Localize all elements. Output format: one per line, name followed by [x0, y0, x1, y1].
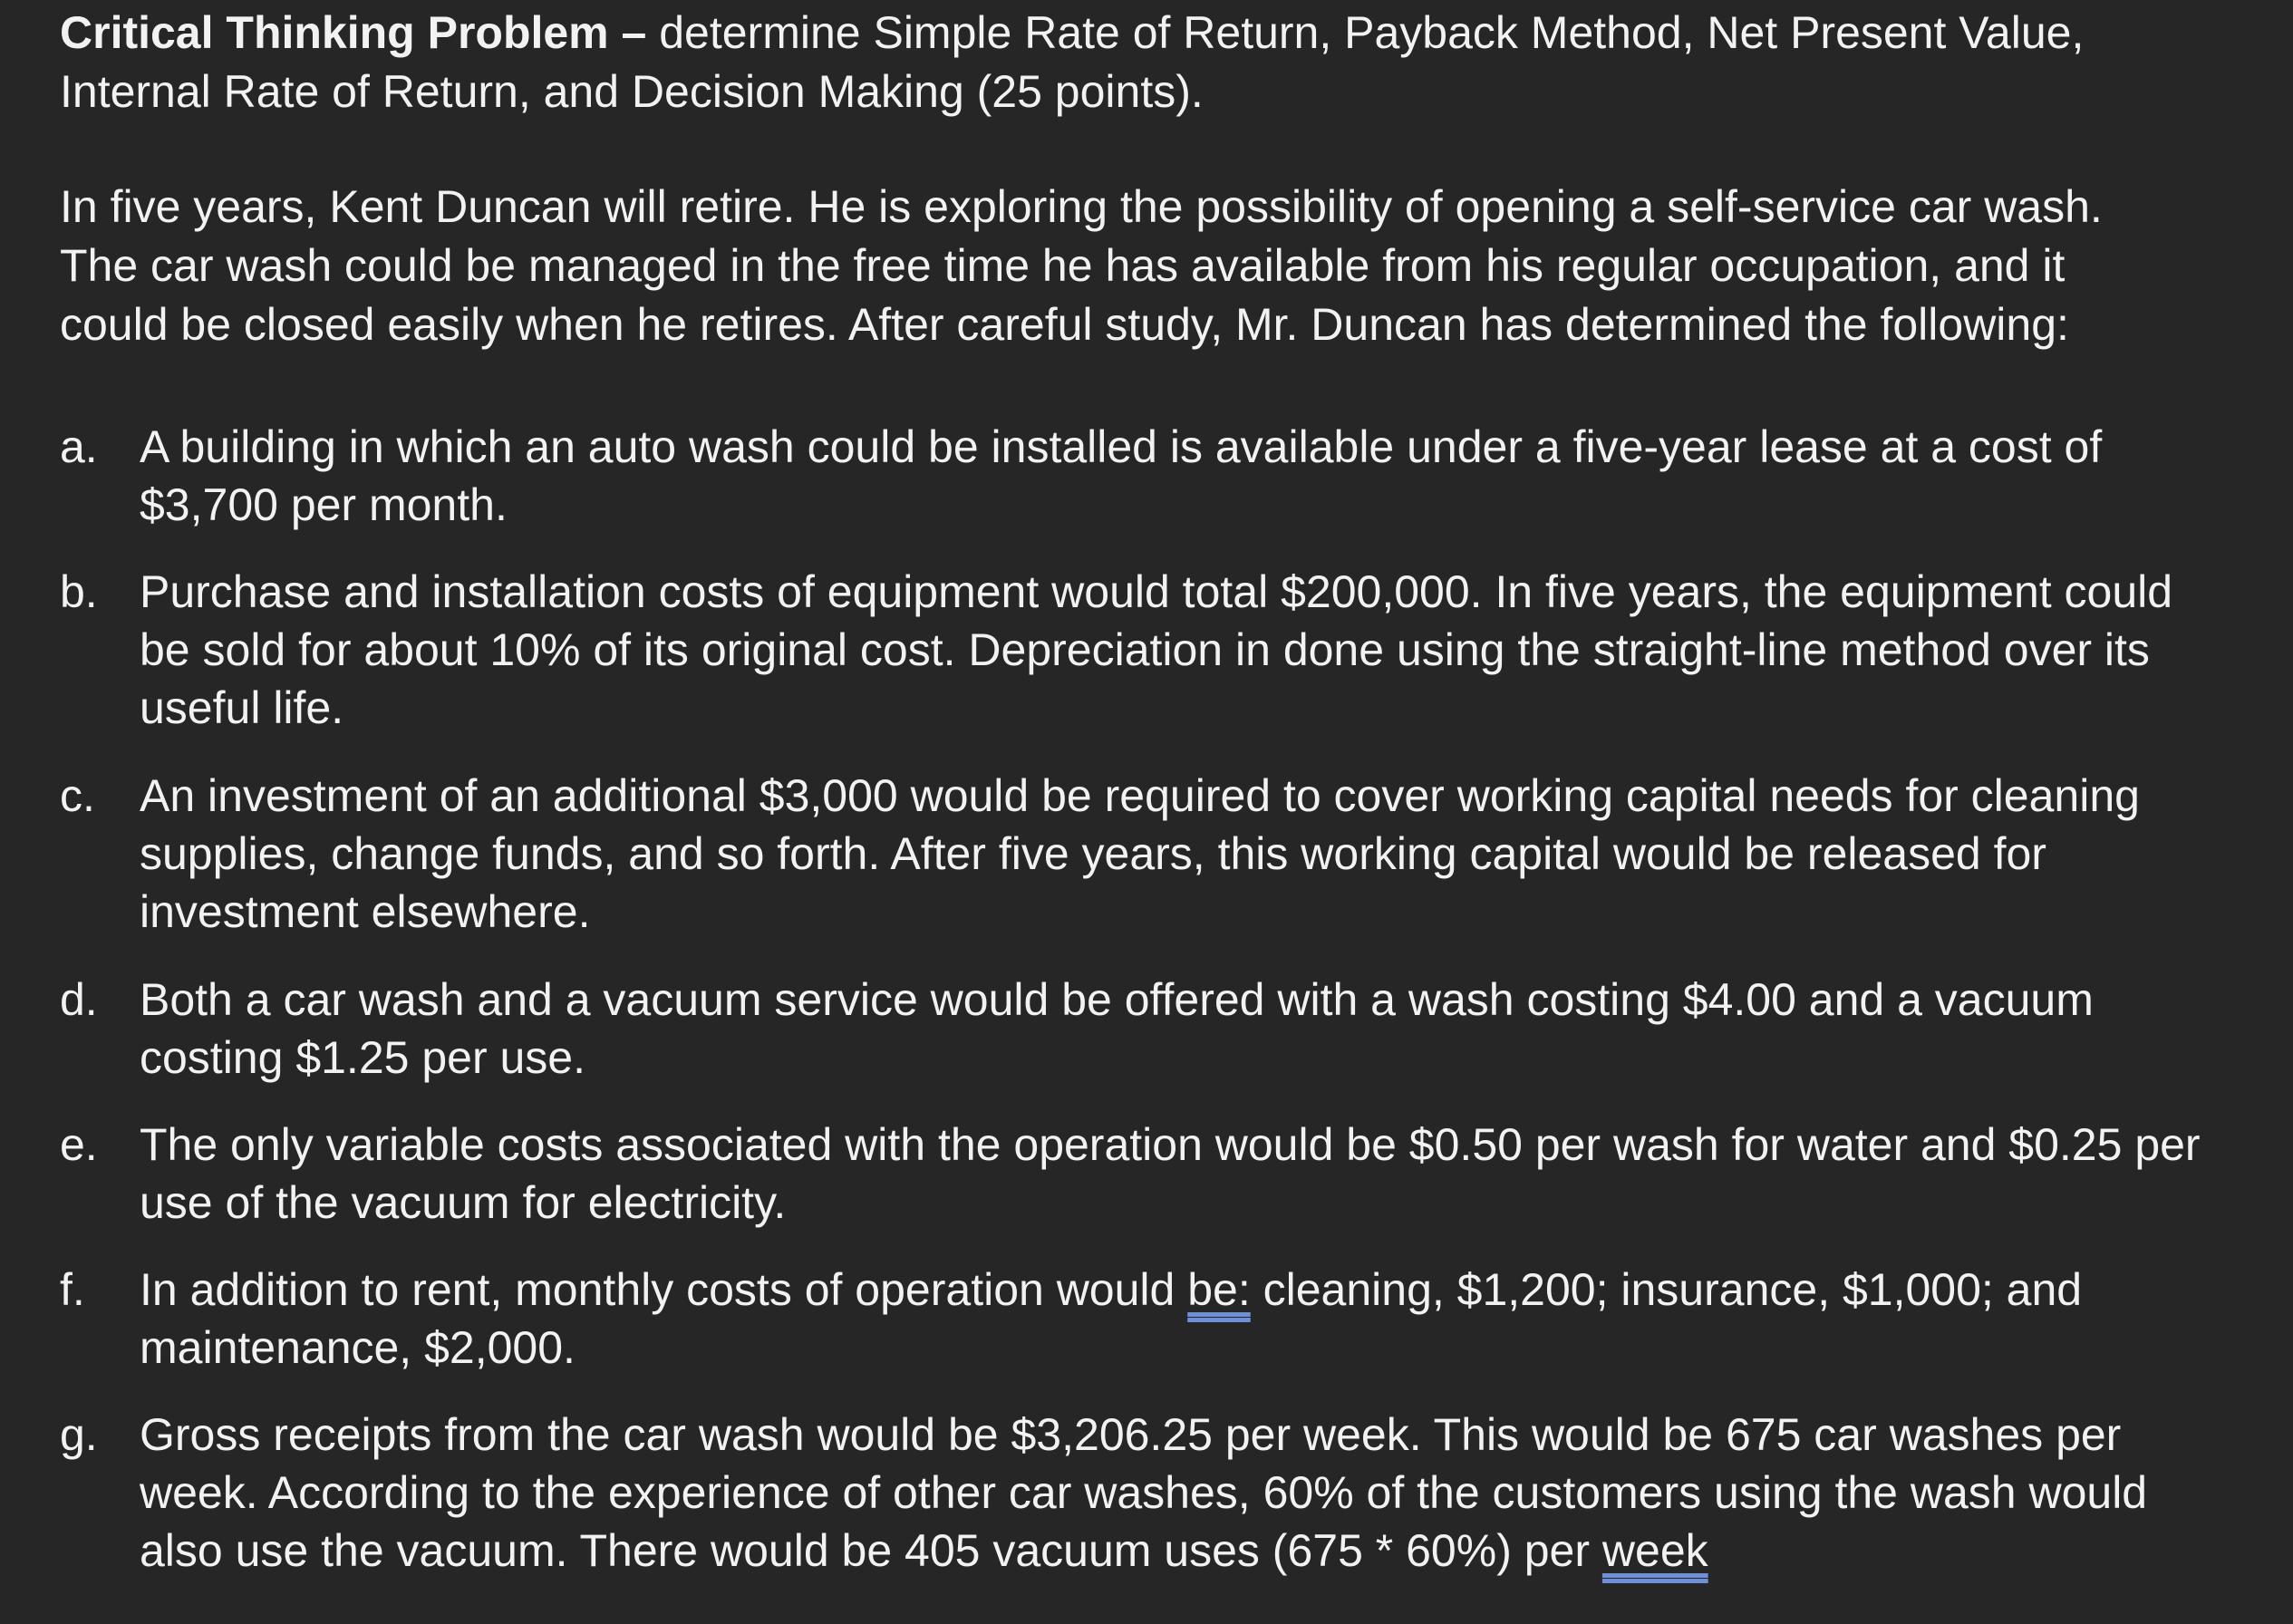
spellcheck-underlined-word: be:	[1187, 1264, 1251, 1315]
list-item-text	[140, 1261, 2215, 1377]
heading-description: determine Simple Rate of Return, Payback Method, Net Present Value, Internal Rate of Return, and Decision Making (25 points).	[60, 7, 2085, 117]
list-item-text: A building in which an auto wash could be installed is available under a five-year lease at a cost of $3,700 per month.	[140, 421, 2103, 530]
list-marker: f.	[60, 1264, 85, 1315]
list-marker: g.	[60, 1409, 98, 1460]
list-marker: e.	[60, 1119, 98, 1170]
list-item-text	[140, 1406, 2215, 1580]
spellcheck-underlined-word: week	[1601, 1525, 1708, 1576]
problem-heading	[60, 4, 2144, 121]
list-item-text: Both a car wash and a vacuum service would be offered with a wash costing $4.00 and a vacuum costing $1.25 per use.	[140, 974, 2094, 1083]
list-item-text: An investment of an additional $3,000 would be required to cover working capital needs for cleaning supplies, change funds, and so forth. After five years, this working capital would be released for investment elsewhere.	[140, 770, 2140, 937]
intro-paragraph: In five years, Kent Duncan will retire. He is exploring the possibility of opening a self-service car wash. The car wash could be managed in the free time he has available from his regular occupation, and it could be closed easily when he retires. After careful study, Mr. Duncan has determined the following:	[60, 181, 2103, 350]
list-marker: b.	[60, 566, 98, 617]
list-marker: c.	[60, 770, 95, 821]
list-item-text: Purchase and installation costs of equipment would total $200,000. In five years, the equipment could be sold for about 10% of its original cost. Depreciation in done using the straight-line method over its useful life.	[140, 566, 2173, 733]
text-segment: Gross receipts from the car wash would be $3,206.25 per week. This would be 675 car washes per week. According to the experience of other car washes, 60% of the customers using the wash would also use the vacuum. There would be 405 vacuum uses (675 * 60%) per	[140, 1409, 2148, 1576]
heading-bold-title: Critical Thinking Problem –	[60, 7, 647, 58]
list-item-text: The only variable costs associated with the operation would be $0.50 per wash for water and $0.25 per use of the vacuum for electricity.	[140, 1119, 2201, 1228]
list-marker: d.	[60, 974, 98, 1025]
text-segment: In addition to rent, monthly costs of operation would	[140, 1264, 1188, 1315]
list-marker: a.	[60, 421, 98, 472]
text-segment: cleaning, $1,200; insurance, $1,000; and maintenance, $2,000.	[140, 1264, 2083, 1373]
